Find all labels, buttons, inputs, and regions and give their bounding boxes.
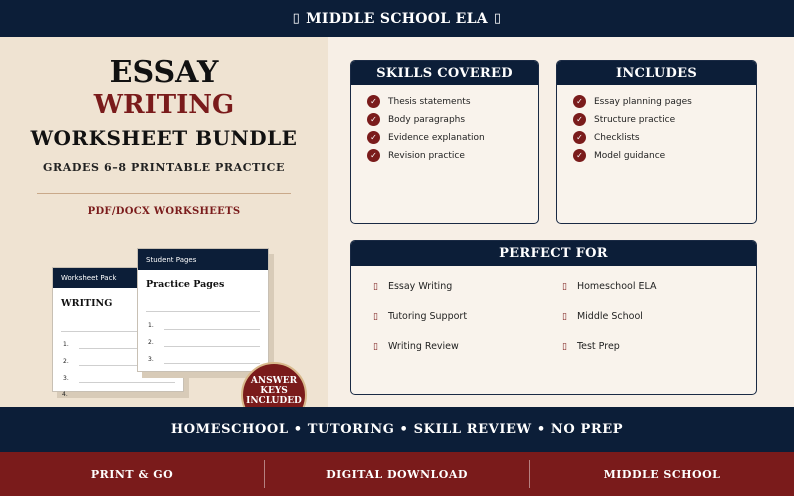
hero-subtitle: GRADES 6–8 PRINTABLE PRACTICE: [43, 161, 285, 174]
include-label: Structure practice: [594, 114, 676, 125]
worksheet-line: [164, 363, 260, 364]
include-item: [573, 113, 675, 126]
worksheet-front-header: Student Pages: [138, 249, 268, 270]
book-icon: ▯: [562, 341, 567, 352]
skill-item: [367, 131, 485, 144]
perfect-for-item: [373, 281, 452, 292]
worksheet-number: 4.: [62, 391, 68, 398]
include-label: Checklists: [594, 132, 640, 143]
worksheet-line: [146, 311, 260, 312]
include-item: [573, 149, 665, 162]
skill-label: Evidence explanation: [388, 132, 485, 143]
skills-card-title: SKILLS COVERED: [351, 61, 538, 85]
book-icon: ▯: [373, 341, 378, 352]
book-icon: ▯: [493, 11, 502, 26]
title-line-3: WORKSHEET BUNDLE: [30, 126, 298, 150]
worksheet-number: 2.: [148, 339, 154, 346]
book-icon: ▯: [373, 311, 378, 322]
footer: [0, 452, 794, 496]
check-icon: ✓: [573, 131, 586, 144]
divider: [37, 193, 291, 194]
worksheet-line: [79, 382, 175, 383]
book-icon: ▯: [292, 11, 301, 26]
perfect-for-title: PERFECT FOR: [351, 241, 756, 266]
worksheet-front: [137, 248, 269, 372]
feature-band: HOMESCHOOL • TUTORING • SKILL REVIEW • NO PREP: [0, 407, 794, 452]
check-icon: ✓: [367, 95, 380, 108]
worksheet-number: 2.: [63, 358, 69, 365]
top-bar: [0, 0, 794, 37]
perfect-for-label: Essay Writing: [387, 281, 453, 292]
badge-line: INCLUDED: [246, 396, 302, 406]
worksheet-number: 1.: [148, 322, 154, 329]
book-icon: ▯: [562, 311, 567, 322]
badge-line: KEYS: [260, 386, 288, 396]
worksheet-number: 3.: [63, 375, 69, 382]
footer-item-digital: DIGITAL DOWNLOAD: [326, 467, 468, 481]
badge-line: ANSWER: [250, 376, 298, 386]
skills-card: [350, 60, 539, 224]
perfect-for-label: Writing Review: [387, 341, 459, 352]
title-line-1: ESSAY: [109, 55, 219, 90]
top-bar-label: MIDDLE SCHOOL ELA: [306, 10, 488, 27]
worksheet-number: 3.: [148, 356, 154, 363]
perfect-for-label: Homeschool ELA: [576, 281, 657, 292]
title-line-2: WRITING: [93, 90, 235, 120]
skill-item: [367, 113, 465, 126]
include-item: [573, 131, 640, 144]
worksheet-number: 1.: [63, 341, 69, 348]
worksheet-front-title: Practice Pages: [146, 279, 225, 290]
worksheet-back-title: WRITING: [61, 298, 113, 309]
perfect-for-label: Test Prep: [576, 341, 620, 352]
include-label: Model guidance: [594, 150, 666, 161]
footer-item-middle-school: MIDDLE SCHOOL: [603, 467, 721, 481]
perfect-for-item: [373, 311, 467, 322]
perfect-for-card: [350, 240, 757, 395]
includes-card: [556, 60, 757, 224]
include-item: [573, 95, 692, 108]
skill-item: [367, 95, 471, 108]
check-icon: ✓: [367, 149, 380, 162]
book-icon: ▯: [562, 281, 567, 292]
check-icon: ✓: [573, 149, 586, 162]
worksheet-line: [164, 329, 260, 330]
perfect-for-item: [562, 341, 620, 352]
perfect-for-item: [562, 311, 643, 322]
check-icon: ✓: [367, 131, 380, 144]
check-icon: ✓: [573, 95, 586, 108]
skill-item: [367, 149, 465, 162]
perfect-for-label: Middle School: [576, 311, 643, 322]
perfect-for-label: Tutoring Support: [387, 311, 468, 322]
skill-label: Thesis statements: [388, 96, 471, 107]
format-label: PDF/DOCX WORKSHEETS: [87, 206, 241, 217]
check-icon: ✓: [367, 113, 380, 126]
footer-item-print: PRINT & GO: [90, 467, 174, 481]
worksheet-back-header: Worksheet Pack: [53, 268, 183, 288]
include-label: Essay planning pages: [594, 96, 692, 107]
perfect-for-item: [562, 281, 657, 292]
check-icon: ✓: [573, 113, 586, 126]
book-icon: ▯: [373, 281, 378, 292]
includes-card-title: INCLUDES: [557, 61, 756, 85]
skill-label: Body paragraphs: [388, 114, 466, 125]
worksheet-line: [164, 346, 260, 347]
skill-label: Revision practice: [388, 150, 465, 161]
perfect-for-item: [373, 341, 459, 352]
